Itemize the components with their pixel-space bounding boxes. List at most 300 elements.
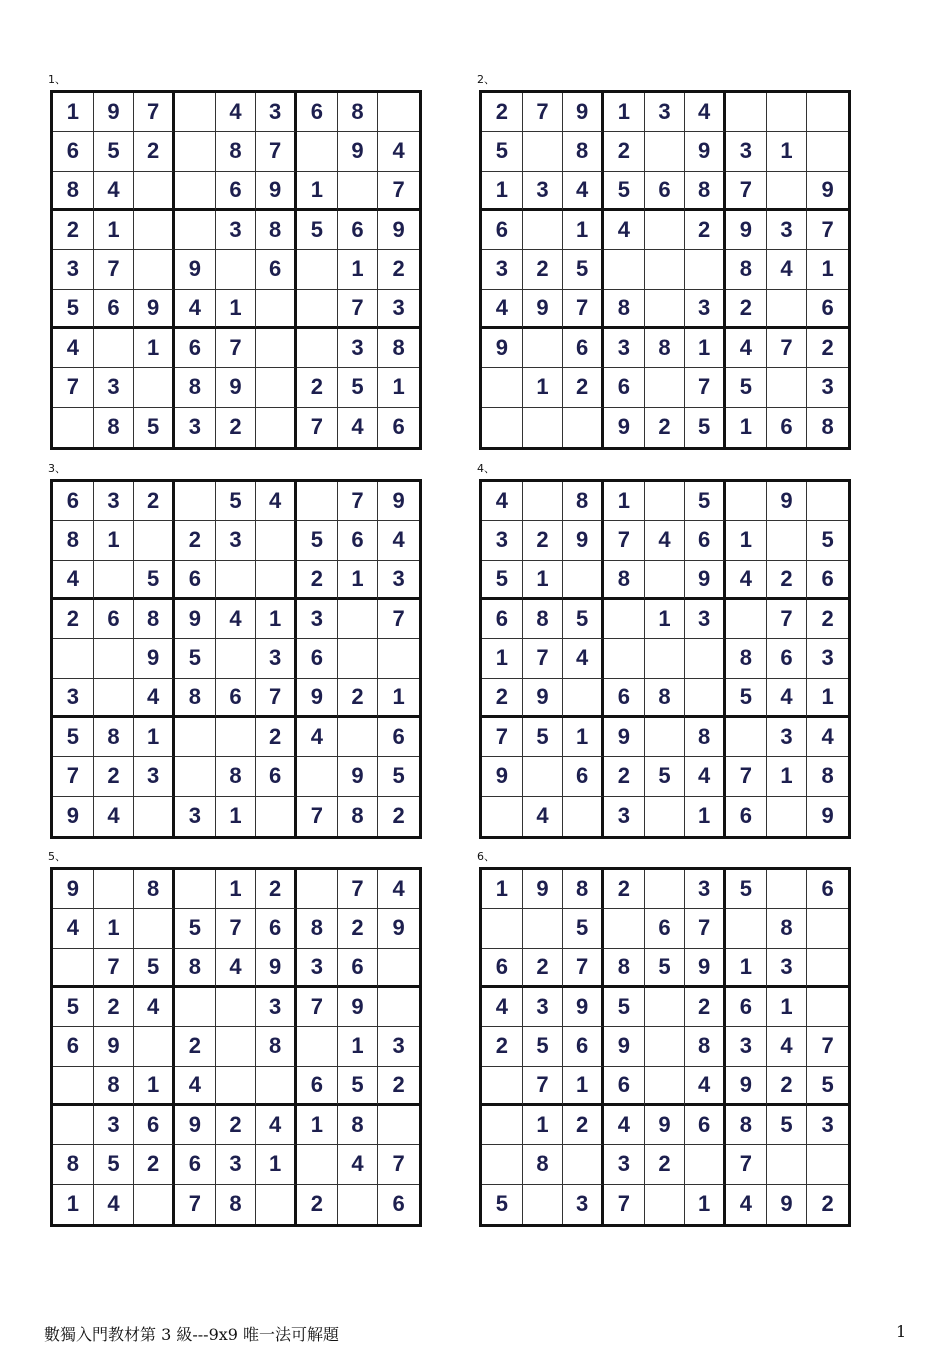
sudoku-cell: 6 bbox=[685, 1106, 726, 1145]
sudoku-cell: 9 bbox=[604, 408, 645, 447]
puzzle-label: 5、 bbox=[48, 850, 66, 863]
sudoku-cell: 6 bbox=[175, 561, 216, 600]
sudoku-cell: 6 bbox=[726, 797, 767, 836]
sudoku-cell: 9 bbox=[726, 1067, 767, 1106]
sudoku-cell: 2 bbox=[523, 949, 564, 988]
sudoku-cell: 4 bbox=[53, 329, 94, 368]
sudoku-cell: 8 bbox=[53, 521, 94, 560]
sudoku-cell: 6 bbox=[338, 211, 379, 250]
sudoku-cell: 3 bbox=[94, 368, 135, 407]
sudoku-cell: 4 bbox=[216, 93, 257, 132]
sudoku-cell bbox=[297, 290, 338, 329]
sudoku-cell: 6 bbox=[726, 988, 767, 1027]
sudoku-cell: 2 bbox=[767, 1067, 808, 1106]
sudoku-cell: 8 bbox=[216, 757, 257, 796]
sudoku-cell: 2 bbox=[216, 1106, 257, 1145]
sudoku-cell: 4 bbox=[563, 639, 604, 678]
sudoku-cell bbox=[175, 718, 216, 757]
sudoku-cell bbox=[338, 718, 379, 757]
sudoku-cell: 1 bbox=[134, 718, 175, 757]
sudoku-cell: 7 bbox=[175, 1185, 216, 1224]
sudoku-cell: 5 bbox=[134, 949, 175, 988]
sudoku-cell: 9 bbox=[685, 949, 726, 988]
sudoku-cell: 8 bbox=[94, 1067, 135, 1106]
sudoku-cell: 6 bbox=[216, 172, 257, 211]
sudoku-cell: 1 bbox=[53, 93, 94, 132]
sudoku-cell bbox=[53, 1067, 94, 1106]
sudoku-cell: 7 bbox=[378, 600, 419, 639]
sudoku-puzzle-3 bbox=[48, 462, 428, 839]
sudoku-cell: 8 bbox=[256, 1027, 297, 1066]
sudoku-cell: 2 bbox=[645, 1145, 686, 1184]
sudoku-cell: 2 bbox=[378, 1067, 419, 1106]
sudoku-cell: 3 bbox=[482, 521, 523, 560]
sudoku-cell bbox=[645, 368, 686, 407]
sudoku-cell: 5 bbox=[482, 1185, 523, 1224]
sudoku-cell bbox=[175, 988, 216, 1027]
sudoku-cell: 2 bbox=[563, 1106, 604, 1145]
sudoku-cell: 8 bbox=[807, 757, 848, 796]
sudoku-cell bbox=[94, 639, 135, 678]
sudoku-cell: 9 bbox=[563, 988, 604, 1027]
sudoku-cell: 6 bbox=[604, 368, 645, 407]
sudoku-cell: 5 bbox=[685, 408, 726, 447]
sudoku-cell bbox=[807, 988, 848, 1027]
sudoku-cell: 6 bbox=[297, 1067, 338, 1106]
sudoku-cell bbox=[216, 639, 257, 678]
sudoku-cell: 4 bbox=[53, 561, 94, 600]
sudoku-cell: 7 bbox=[563, 290, 604, 329]
sudoku-cell: 9 bbox=[604, 1027, 645, 1066]
sudoku-cell: 8 bbox=[256, 211, 297, 250]
sudoku-cell: 7 bbox=[216, 329, 257, 368]
sudoku-cell: 7 bbox=[53, 757, 94, 796]
sudoku-cell: 5 bbox=[338, 1067, 379, 1106]
sudoku-cell bbox=[297, 1145, 338, 1184]
sudoku-cell: 6 bbox=[807, 870, 848, 909]
sudoku-cell bbox=[338, 1185, 379, 1224]
sudoku-cell: 5 bbox=[563, 250, 604, 289]
sudoku-cell bbox=[807, 93, 848, 132]
sudoku-cell: 2 bbox=[604, 757, 645, 796]
sudoku-cell: 9 bbox=[685, 132, 726, 171]
sudoku-cell: 2 bbox=[482, 1027, 523, 1066]
sudoku-cell bbox=[645, 290, 686, 329]
sudoku-cell: 1 bbox=[645, 600, 686, 639]
sudoku-cell: 1 bbox=[523, 561, 564, 600]
puzzle-label: 1、 bbox=[48, 73, 66, 86]
sudoku-grid bbox=[479, 90, 851, 450]
sudoku-cell: 9 bbox=[523, 290, 564, 329]
sudoku-cell: 7 bbox=[767, 600, 808, 639]
sudoku-cell: 4 bbox=[175, 290, 216, 329]
sudoku-cell bbox=[175, 211, 216, 250]
sudoku-cell: 3 bbox=[767, 211, 808, 250]
sudoku-cell: 4 bbox=[378, 521, 419, 560]
sudoku-cell: 3 bbox=[94, 1106, 135, 1145]
sudoku-cell bbox=[256, 329, 297, 368]
sudoku-cell bbox=[53, 408, 94, 447]
sudoku-cell: 4 bbox=[523, 797, 564, 836]
sudoku-cell: 6 bbox=[134, 1106, 175, 1145]
sudoku-cell: 1 bbox=[378, 679, 419, 718]
sudoku-puzzle-5 bbox=[48, 850, 428, 1227]
sudoku-cell bbox=[563, 797, 604, 836]
sudoku-cell: 8 bbox=[726, 1106, 767, 1145]
sudoku-cell: 9 bbox=[685, 561, 726, 600]
sudoku-cell: 7 bbox=[523, 93, 564, 132]
sudoku-cell bbox=[378, 1106, 419, 1145]
sudoku-cell bbox=[297, 132, 338, 171]
sudoku-cell bbox=[378, 93, 419, 132]
sudoku-cell: 8 bbox=[94, 408, 135, 447]
sudoku-cell: 1 bbox=[523, 1106, 564, 1145]
sudoku-cell: 6 bbox=[392, 414, 405, 440]
sudoku-cell: 2 bbox=[256, 870, 297, 909]
sudoku-cell: 5 bbox=[53, 290, 94, 329]
sudoku-cell: 1 bbox=[685, 329, 726, 368]
sudoku-cell bbox=[134, 521, 175, 560]
sudoku-cell bbox=[523, 909, 564, 948]
sudoku-cell bbox=[767, 1145, 808, 1184]
sudoku-cell: 5 bbox=[297, 521, 338, 560]
sudoku-cell: 3 bbox=[726, 132, 767, 171]
sudoku-cell bbox=[563, 1145, 604, 1184]
sudoku-cell bbox=[523, 211, 564, 250]
sudoku-cell: 2 bbox=[53, 600, 94, 639]
sudoku-cell bbox=[256, 290, 297, 329]
sudoku-cell: 7 bbox=[726, 757, 767, 796]
sudoku-cell bbox=[256, 797, 297, 836]
sudoku-cell: 2 bbox=[175, 521, 216, 560]
sudoku-cell bbox=[216, 988, 257, 1027]
puzzle-label: 3、 bbox=[48, 462, 66, 475]
sudoku-cell: 3 bbox=[523, 988, 564, 1027]
sudoku-cell: 1 bbox=[523, 368, 564, 407]
sudoku-cell bbox=[645, 250, 686, 289]
sudoku-cell: 3 bbox=[256, 93, 297, 132]
sudoku-cell: 4 bbox=[256, 482, 297, 521]
sudoku-cell: 7 bbox=[94, 250, 135, 289]
sudoku-cell: 4 bbox=[134, 679, 175, 718]
sudoku-cell bbox=[726, 93, 767, 132]
sudoku-cell: 5 bbox=[175, 909, 216, 948]
sudoku-cell: 1 bbox=[134, 1067, 175, 1106]
sudoku-cell: 1 bbox=[685, 1185, 726, 1224]
sudoku-cell: 2 bbox=[216, 408, 257, 447]
sudoku-cell: 2 bbox=[297, 1185, 338, 1224]
sudoku-cell: 6 bbox=[53, 132, 94, 171]
sudoku-cell: 3 bbox=[726, 1027, 767, 1066]
sudoku-cell: 3 bbox=[94, 482, 135, 521]
sudoku-cell: 4 bbox=[726, 329, 767, 368]
sudoku-cell: 1 bbox=[726, 521, 767, 560]
sudoku-cell bbox=[338, 639, 379, 678]
sudoku-cell bbox=[726, 909, 767, 948]
sudoku-cell: 5 bbox=[482, 132, 523, 171]
sudoku-cell: 6 bbox=[645, 172, 686, 211]
sudoku-cell bbox=[563, 561, 604, 600]
sudoku-cell bbox=[175, 132, 216, 171]
sudoku-cell bbox=[645, 639, 686, 678]
sudoku-cell: 8 bbox=[175, 949, 216, 988]
sudoku-cell bbox=[175, 93, 216, 132]
sudoku-cell: 9 bbox=[134, 290, 175, 329]
sudoku-cell bbox=[482, 368, 523, 407]
sudoku-cell: 7 bbox=[134, 93, 175, 132]
sudoku-cell bbox=[175, 172, 216, 211]
sudoku-cell: 8 bbox=[563, 132, 604, 171]
sudoku-cell bbox=[256, 1067, 297, 1106]
sudoku-cell: 1 bbox=[338, 250, 379, 289]
sudoku-cell: 2 bbox=[297, 561, 338, 600]
sudoku-cell: 4 bbox=[216, 600, 257, 639]
sudoku-cell bbox=[523, 1185, 564, 1224]
sudoku-cell bbox=[482, 797, 523, 836]
sudoku-puzzle-4 bbox=[477, 462, 857, 839]
sudoku-cell: 6 bbox=[645, 909, 686, 948]
sudoku-cell: 4 bbox=[685, 93, 726, 132]
sudoku-cell: 9 bbox=[256, 172, 297, 211]
sudoku-cell: 9 bbox=[767, 1185, 808, 1224]
sudoku-cell: 3 bbox=[685, 600, 726, 639]
sudoku-cell bbox=[134, 909, 175, 948]
sudoku-cell: 8 bbox=[134, 600, 175, 639]
sudoku-cell: 7 bbox=[338, 290, 379, 329]
sudoku-cell: 9 bbox=[338, 757, 379, 796]
sudoku-cell: 4 bbox=[726, 1185, 767, 1224]
sudoku-cell bbox=[378, 639, 419, 678]
sudoku-cell bbox=[94, 679, 135, 718]
sudoku-cell bbox=[175, 482, 216, 521]
sudoku-cell: 9 bbox=[378, 211, 419, 250]
sudoku-cell: 5 bbox=[645, 757, 686, 796]
sudoku-cell bbox=[645, 797, 686, 836]
sudoku-cell: 5 bbox=[726, 679, 767, 718]
sudoku-cell: 8 bbox=[685, 1027, 726, 1066]
sudoku-cell: 6 bbox=[256, 909, 297, 948]
sudoku-cell bbox=[645, 482, 686, 521]
sudoku-cell: 5 bbox=[523, 718, 564, 757]
sudoku-grid bbox=[50, 90, 422, 450]
sudoku-cell: 1 bbox=[726, 949, 767, 988]
sudoku-cell: 2 bbox=[256, 718, 297, 757]
puzzle-label: 2、 bbox=[477, 73, 495, 86]
sudoku-cell: 5 bbox=[645, 949, 686, 988]
sudoku-cell: 5 bbox=[726, 368, 767, 407]
sudoku-cell: 5 bbox=[134, 561, 175, 600]
sudoku-cell: 6 bbox=[604, 1067, 645, 1106]
sudoku-cell: 2 bbox=[53, 211, 94, 250]
sudoku-cell bbox=[216, 250, 257, 289]
sudoku-cell: 3 bbox=[256, 988, 297, 1027]
sudoku-cell: 3 bbox=[256, 639, 297, 678]
sudoku-cell: 2 bbox=[807, 329, 848, 368]
sudoku-cell: 6 bbox=[256, 250, 297, 289]
sudoku-cell: 6 bbox=[482, 949, 523, 988]
sudoku-cell: 2 bbox=[482, 93, 523, 132]
sudoku-cell: 1 bbox=[767, 132, 808, 171]
sudoku-cell: 9 bbox=[175, 600, 216, 639]
sudoku-cell: 7 bbox=[807, 211, 848, 250]
sudoku-cell: 6 bbox=[392, 1191, 405, 1217]
sudoku-cell: 6 bbox=[175, 1145, 216, 1184]
sudoku-cell: 5 bbox=[604, 988, 645, 1027]
sudoku-cell: 7 bbox=[523, 1067, 564, 1106]
sudoku-cell bbox=[134, 250, 175, 289]
sudoku-cell: 2 bbox=[726, 290, 767, 329]
sudoku-cell: 9 bbox=[767, 482, 808, 521]
sudoku-cell: 7 bbox=[256, 132, 297, 171]
sudoku-cell bbox=[685, 250, 726, 289]
sudoku-cell: 9 bbox=[726, 211, 767, 250]
sudoku-cell bbox=[297, 329, 338, 368]
sudoku-cell: 7 bbox=[563, 949, 604, 988]
sudoku-cell: 5 bbox=[807, 521, 848, 560]
sudoku-cell: 4 bbox=[767, 250, 808, 289]
sudoku-cell: 8 bbox=[604, 290, 645, 329]
sudoku-cell: 6 bbox=[297, 639, 338, 678]
sudoku-cell: 7 bbox=[726, 1145, 767, 1184]
sudoku-cell: 6 bbox=[94, 290, 135, 329]
sudoku-cell bbox=[53, 639, 94, 678]
sudoku-cell: 1 bbox=[767, 757, 808, 796]
sudoku-cell bbox=[685, 679, 726, 718]
sudoku-cell bbox=[645, 988, 686, 1027]
sudoku-cell: 3 bbox=[175, 797, 216, 836]
sudoku-cell bbox=[604, 639, 645, 678]
sudoku-cell: 4 bbox=[94, 797, 135, 836]
sudoku-cell bbox=[256, 561, 297, 600]
sudoku-cell bbox=[297, 250, 338, 289]
sudoku-cell bbox=[175, 757, 216, 796]
sudoku-cell: 4 bbox=[726, 561, 767, 600]
sudoku-cell: 6 bbox=[807, 290, 848, 329]
sudoku-cell: 1 bbox=[297, 1106, 338, 1145]
sudoku-cell bbox=[645, 132, 686, 171]
sudoku-cell bbox=[482, 1145, 523, 1184]
sudoku-cell: 1 bbox=[94, 521, 135, 560]
sudoku-cell: 1 bbox=[94, 909, 135, 948]
sudoku-cell: 7 bbox=[767, 329, 808, 368]
sudoku-cell: 1 bbox=[256, 1145, 297, 1184]
sudoku-cell: 9 bbox=[645, 1106, 686, 1145]
sudoku-cell: 4 bbox=[175, 1067, 216, 1106]
sudoku-cell bbox=[53, 949, 94, 988]
sudoku-cell: 4 bbox=[685, 1067, 726, 1106]
sudoku-cell bbox=[807, 1145, 848, 1184]
sudoku-cell bbox=[685, 639, 726, 678]
sudoku-cell bbox=[767, 368, 808, 407]
sudoku-cell bbox=[256, 1185, 297, 1224]
sudoku-cell bbox=[378, 988, 419, 1027]
sudoku-cell: 8 bbox=[523, 1145, 564, 1184]
sudoku-cell: 5 bbox=[726, 870, 767, 909]
sudoku-cell: 9 bbox=[807, 172, 848, 211]
sudoku-cell bbox=[767, 797, 808, 836]
sudoku-cell: 9 bbox=[523, 679, 564, 718]
sudoku-cell bbox=[175, 870, 216, 909]
sudoku-cell bbox=[645, 718, 686, 757]
sudoku-cell bbox=[807, 132, 848, 171]
sudoku-cell bbox=[94, 561, 135, 600]
sudoku-cell: 8 bbox=[645, 329, 686, 368]
sudoku-cell: 1 bbox=[378, 368, 419, 407]
sudoku-cell bbox=[767, 290, 808, 329]
sudoku-cell: 2 bbox=[604, 132, 645, 171]
sudoku-puzzle-6 bbox=[477, 850, 857, 1227]
sudoku-cell bbox=[563, 679, 604, 718]
sudoku-cell bbox=[216, 1067, 257, 1106]
sudoku-cell: 3 bbox=[175, 408, 216, 447]
sudoku-cell bbox=[297, 482, 338, 521]
sudoku-cell: 8 bbox=[216, 132, 257, 171]
sudoku-cell: 8 bbox=[523, 600, 564, 639]
sudoku-cell bbox=[378, 949, 419, 988]
sudoku-cell: 3 bbox=[53, 250, 94, 289]
sudoku-cell: 6 bbox=[482, 600, 523, 639]
sudoku-cell bbox=[482, 909, 523, 948]
sudoku-cell: 5 bbox=[134, 408, 175, 447]
sudoku-cell: 4 bbox=[297, 718, 338, 757]
sudoku-cell: 2 bbox=[134, 132, 175, 171]
sudoku-cell: 6 bbox=[175, 329, 216, 368]
sudoku-cell: 9 bbox=[94, 93, 135, 132]
sudoku-cell: 1 bbox=[338, 1027, 379, 1066]
sudoku-cell: 7 bbox=[378, 1145, 419, 1184]
sudoku-cell: 1 bbox=[563, 211, 604, 250]
sudoku-cell: 1 bbox=[563, 1067, 604, 1106]
sudoku-cell: 4 bbox=[563, 172, 604, 211]
sudoku-cell: 3 bbox=[338, 329, 379, 368]
sudoku-cell: 1 bbox=[338, 561, 379, 600]
sudoku-cell: 8 bbox=[821, 414, 834, 440]
sudoku-cell: 6 bbox=[807, 561, 848, 600]
sudoku-cell: 6 bbox=[685, 521, 726, 560]
sudoku-cell: 8 bbox=[53, 1145, 94, 1184]
sudoku-cell: 7 bbox=[685, 368, 726, 407]
sudoku-cell: 8 bbox=[175, 368, 216, 407]
sudoku-cell: 9 bbox=[94, 1027, 135, 1066]
sudoku-cell: 2 bbox=[338, 679, 379, 718]
sudoku-cell: 1 bbox=[94, 211, 135, 250]
sudoku-cell: 1 bbox=[482, 172, 523, 211]
sudoku-puzzle-2 bbox=[477, 73, 857, 450]
sudoku-cell: 4 bbox=[482, 482, 523, 521]
sudoku-cell bbox=[134, 211, 175, 250]
sudoku-cell: 6 bbox=[53, 482, 94, 521]
sudoku-cell: 4 bbox=[645, 521, 686, 560]
sudoku-cell bbox=[256, 408, 297, 447]
sudoku-cell: 9 bbox=[134, 639, 175, 678]
sudoku-cell: 3 bbox=[378, 561, 419, 600]
sudoku-cell bbox=[216, 718, 257, 757]
sudoku-cell: 4 bbox=[807, 718, 848, 757]
sudoku-cell: 6 bbox=[604, 679, 645, 718]
sudoku-cell: 2 bbox=[134, 482, 175, 521]
sudoku-cell bbox=[523, 757, 564, 796]
sudoku-cell: 2 bbox=[685, 211, 726, 250]
sudoku-cell bbox=[338, 172, 379, 211]
sudoku-cell: 9 bbox=[378, 909, 419, 948]
sudoku-cell: 3 bbox=[297, 600, 338, 639]
sudoku-cell: 9 bbox=[297, 679, 338, 718]
sudoku-cell: 5 bbox=[175, 639, 216, 678]
sudoku-cell: 5 bbox=[53, 718, 94, 757]
sudoku-cell bbox=[726, 482, 767, 521]
sudoku-cell: 5 bbox=[216, 482, 257, 521]
sudoku-cell bbox=[604, 600, 645, 639]
